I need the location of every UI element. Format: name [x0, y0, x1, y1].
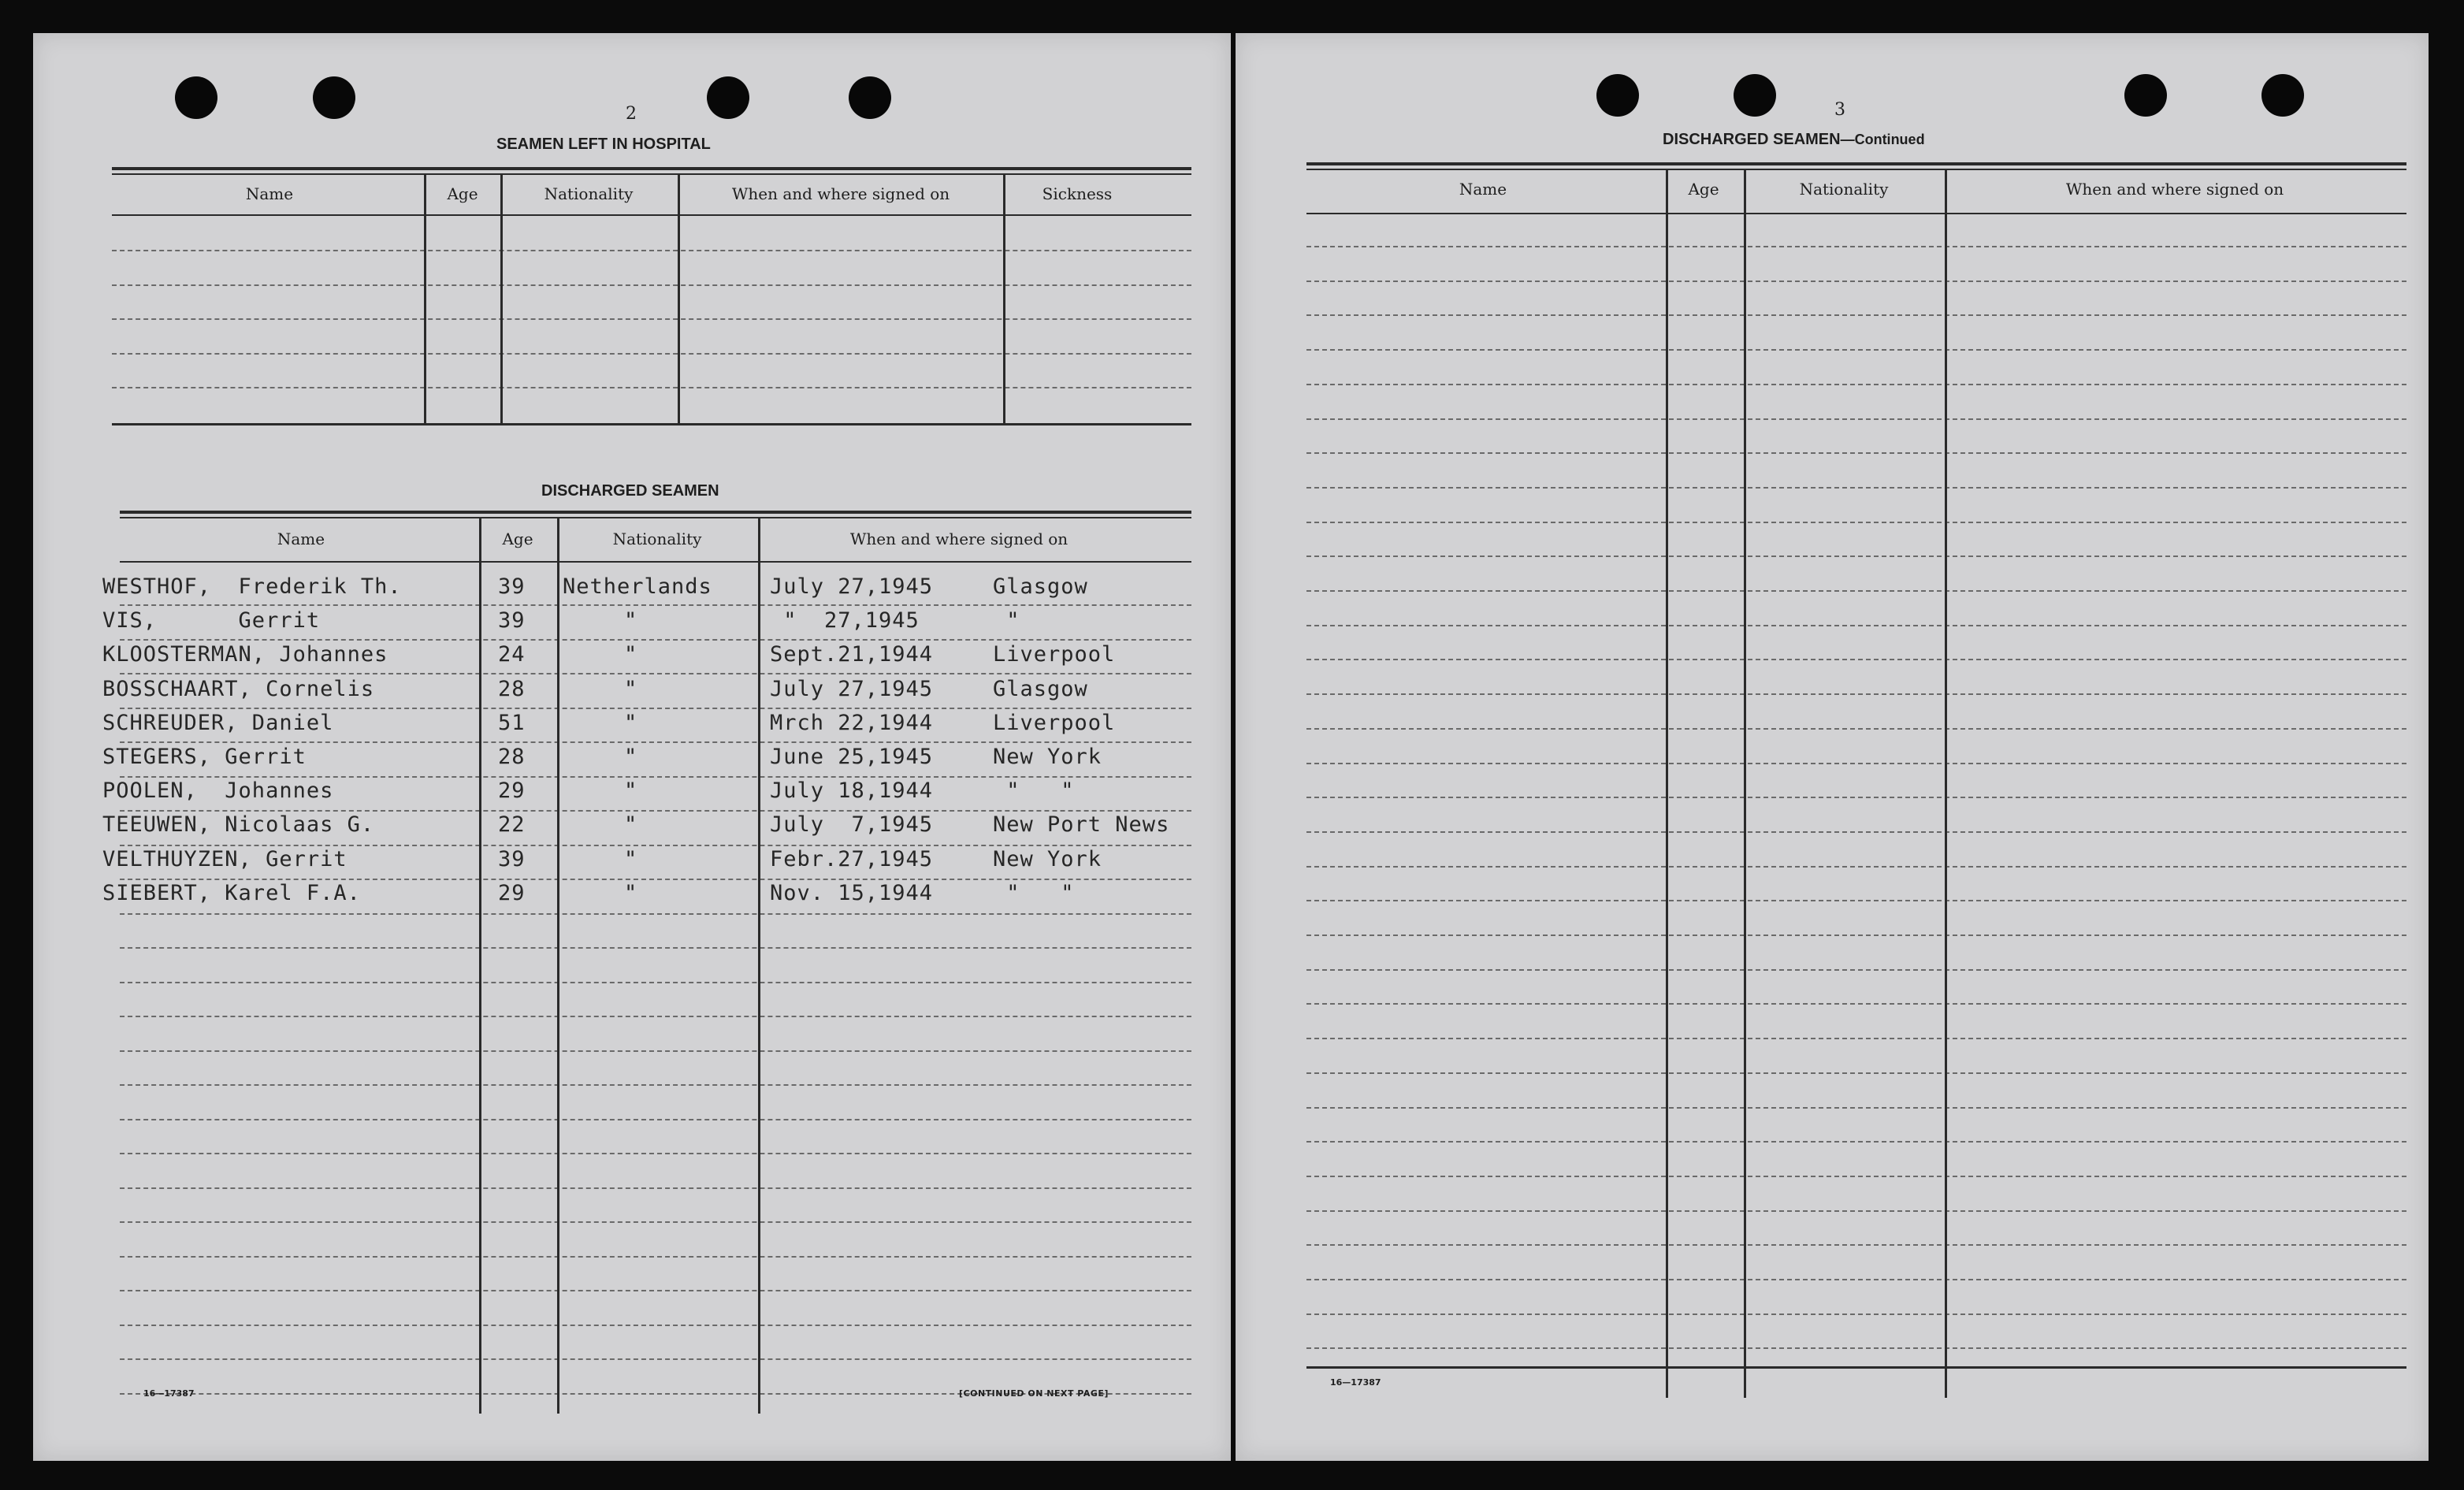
dotted-entry-line: [120, 1187, 1191, 1189]
right-col-divider: [1666, 169, 1668, 1398]
signed-on-place: ": [993, 608, 1020, 634]
signed-on-place: New York: [993, 846, 1102, 871]
dotted-entry-line: [112, 250, 1191, 251]
seaman-age: 28: [498, 745, 526, 769]
dotted-entry-line: [120, 913, 1191, 915]
punch-hole: [175, 76, 217, 119]
hospital-section-title: SEAMEN LEFT IN HOSPITAL: [496, 136, 711, 153]
dotted-entry-line: [1306, 522, 2406, 523]
dotted-entry-line: [1306, 281, 2406, 282]
dotted-entry-line: [120, 1221, 1191, 1223]
dotted-entry-line: [1306, 1314, 2406, 1315]
signed-on-date: Sept.21,1944: [770, 642, 934, 667]
punch-hole: [2261, 74, 2304, 117]
hospital-top-rule: [112, 167, 1191, 170]
dotted-entry-line: [120, 741, 1191, 743]
discharged-top-rule-thin: [120, 517, 1191, 518]
discharged-col-divider: [479, 518, 481, 1414]
dotted-entry-line: [1306, 659, 2406, 660]
seaman-nationality: ": [624, 812, 638, 838]
column-header-nationality: Nationality: [1799, 180, 1889, 199]
dotted-entry-line: [112, 284, 1191, 286]
seaman-name: BOSSCHAART, Cornelis: [102, 676, 375, 701]
right-header-rule: [1306, 213, 2406, 214]
seaman-age: 39: [498, 574, 526, 599]
column-header-name: Name: [245, 184, 294, 203]
dotted-entry-line: [1306, 314, 2406, 316]
discharged-col-divider: [557, 518, 559, 1414]
dotted-entry-line: [120, 1325, 1191, 1326]
dotted-entry-line: [1306, 590, 2406, 592]
signed-on-place: New Port News: [993, 812, 1170, 838]
dotted-entry-line: [120, 1358, 1191, 1360]
signed-on-date: Nov. 15,1944: [770, 880, 934, 905]
dotted-entry-line: [1306, 1347, 2406, 1349]
dotted-entry-line: [1306, 797, 2406, 798]
column-header-nationality: Nationality: [612, 529, 702, 548]
dotted-entry-line: [120, 1084, 1191, 1086]
dotted-entry-line: [120, 1016, 1191, 1017]
seaman-age: 28: [498, 676, 526, 701]
seaman-name: SCHREUDER, Daniel: [102, 710, 334, 735]
signed-on-date: July 18,1944: [770, 778, 934, 804]
dotted-entry-line: [1306, 763, 2406, 764]
punch-hole: [1734, 74, 1776, 117]
dotted-entry-line: [1306, 866, 2406, 868]
column-header-age: Age: [447, 184, 478, 203]
hospital-top-rule-thin: [112, 173, 1191, 175]
dotted-entry-line: [112, 353, 1191, 355]
dotted-entry-line: [1306, 625, 2406, 626]
column-header-when-and-where-signed-on: When and where signed on: [2065, 180, 2284, 199]
seaman-name: VIS, Gerrit: [102, 608, 321, 634]
seaman-age: 29: [498, 880, 526, 905]
signed-on-place: New York: [993, 745, 1102, 769]
seaman-nationality: ": [624, 710, 638, 735]
column-header-name: Name: [277, 529, 325, 548]
discharged-col-divider: [758, 518, 760, 1414]
dotted-entry-line: [120, 604, 1191, 606]
dotted-entry-line: [1306, 1003, 2406, 1005]
discharged-header-rule: [120, 561, 1191, 563]
dotted-entry-line: [120, 947, 1191, 949]
hospital-header-rule: [112, 214, 1191, 216]
seaman-name: SIEBERT, Karel F.A.: [102, 880, 361, 905]
seaman-age: 22: [498, 812, 526, 838]
signed-on-date: July 7,1945: [770, 812, 934, 838]
dotted-entry-line: [1306, 831, 2406, 833]
seaman-age: 24: [498, 642, 526, 667]
dotted-entry-line: [1306, 1072, 2406, 1074]
column-header-age: Age: [502, 529, 533, 548]
column-header-when-and-where-signed-on: When and where signed on: [849, 529, 1068, 548]
dotted-entry-line: [120, 708, 1191, 709]
punch-hole: [849, 76, 891, 119]
right-page: [1236, 33, 2429, 1461]
dotted-entry-line: [120, 1119, 1191, 1120]
seaman-name: TEEUWEN, Nicolaas G.: [102, 812, 375, 838]
continued-title-suffix: —Continued: [1840, 132, 1925, 147]
hospital-bottom-rule: [112, 423, 1191, 425]
dotted-entry-line: [1306, 1210, 2406, 1212]
dotted-entry-line: [120, 1290, 1191, 1291]
signed-on-date: Febr.27,1945: [770, 846, 934, 871]
seaman-name: KLOOSTERMAN, Johannes: [102, 642, 388, 667]
dotted-entry-line: [1306, 384, 2406, 385]
signed-on-place: " ": [993, 778, 1075, 804]
signed-on-place: " ": [993, 880, 1075, 905]
dotted-entry-line: [120, 810, 1191, 812]
page-number: 2: [626, 104, 637, 124]
signed-on-date: July 27,1945: [770, 574, 934, 599]
dotted-entry-line: [120, 879, 1191, 880]
seaman-nationality: ": [624, 778, 638, 804]
dotted-entry-line: [1306, 900, 2406, 901]
dotted-entry-line: [1306, 935, 2406, 936]
dotted-entry-line: [1306, 1176, 2406, 1177]
dotted-entry-line: [120, 845, 1191, 846]
dotted-entry-line: [1306, 1141, 2406, 1143]
column-header-sickness: Sickness: [1042, 184, 1113, 203]
seaman-nationality: ": [624, 642, 638, 667]
dotted-entry-line: [120, 673, 1191, 674]
dotted-entry-line: [1306, 418, 2406, 420]
dotted-entry-line: [1306, 1244, 2406, 1246]
dotted-entry-line: [120, 776, 1191, 778]
signed-on-date: " 27,1945: [770, 608, 920, 634]
dotted-entry-line: [112, 318, 1191, 320]
dotted-entry-line: [120, 639, 1191, 641]
seaman-nationality: ": [624, 676, 638, 701]
signed-on-place: Liverpool: [993, 710, 1116, 735]
signed-on-place: Glasgow: [993, 574, 1088, 599]
right-col-divider: [1945, 169, 1947, 1398]
dotted-entry-line: [1306, 1107, 2406, 1109]
right-bottom-rule: [1306, 1366, 2406, 1369]
punch-hole: [707, 76, 749, 119]
seaman-nationality: ": [624, 880, 638, 905]
column-header-age: Age: [1688, 180, 1719, 199]
page-number: 3: [1834, 100, 1845, 120]
seaman-age: 39: [498, 608, 526, 634]
dotted-entry-line: [1306, 246, 2406, 247]
dotted-entry-line: [1306, 487, 2406, 489]
column-header-when-and-where-signed-on: When and where signed on: [731, 184, 950, 203]
hospital-col-divider: [500, 173, 503, 423]
signed-on-date: June 25,1945: [770, 745, 934, 769]
form-number: 16—17387: [143, 1388, 195, 1399]
signed-on-date: Mrch 22,1944: [770, 710, 934, 735]
continued-title-main: DISCHARGED SEAMEN: [1663, 131, 1841, 148]
signed-on-date: July 27,1945: [770, 676, 934, 701]
dotted-entry-line: [1306, 349, 2406, 351]
dotted-entry-line: [1306, 728, 2406, 730]
dotted-entry-line: [1306, 452, 2406, 454]
seaman-nationality: ": [624, 608, 638, 634]
dotted-entry-line: [112, 387, 1191, 388]
seaman-age: 51: [498, 710, 526, 735]
hospital-col-divider: [1003, 173, 1005, 423]
right-top-rule-thin: [1306, 169, 2406, 170]
seaman-age: 29: [498, 778, 526, 804]
column-header-name: Name: [1459, 180, 1507, 199]
seaman-name: POOLEN, Johannes: [102, 778, 334, 804]
dotted-entry-line: [120, 982, 1191, 983]
punch-hole: [2124, 74, 2167, 117]
dotted-entry-line: [1306, 555, 2406, 557]
signed-on-place: Glasgow: [993, 676, 1088, 701]
seaman-name: WESTHOF, Frederik Th.: [102, 574, 402, 599]
dotted-entry-line: [1306, 693, 2406, 695]
signed-on-place: Liverpool: [993, 642, 1116, 667]
left-page: [33, 33, 1231, 1461]
seaman-name: STEGERS, Gerrit: [102, 745, 307, 769]
dotted-entry-line: [120, 1050, 1191, 1052]
hospital-col-divider: [678, 173, 680, 423]
discharged-top-rule: [120, 511, 1191, 514]
continued-section-title: [1663, 131, 1925, 149]
punch-hole: [1596, 74, 1639, 117]
seaman-nationality: ": [624, 745, 638, 769]
punch-hole: [313, 76, 355, 119]
dotted-entry-line: [120, 1153, 1191, 1154]
discharged-section-title: DISCHARGED SEAMEN: [541, 482, 719, 500]
dotted-entry-line: [1306, 969, 2406, 971]
dotted-entry-line: [1306, 1038, 2406, 1039]
seaman-nationality: ": [624, 846, 638, 871]
column-header-nationality: Nationality: [544, 184, 634, 203]
hospital-col-divider: [424, 173, 426, 423]
right-col-divider: [1744, 169, 1746, 1398]
continued-note: [CONTINUED ON NEXT PAGE]: [959, 1388, 1109, 1399]
dotted-entry-line: [1306, 1279, 2406, 1280]
seaman-name: VELTHUYZEN, Gerrit: [102, 846, 347, 871]
right-top-rule: [1306, 162, 2406, 165]
seaman-nationality: Netherlands: [563, 574, 712, 599]
dotted-entry-line: [120, 1256, 1191, 1258]
form-number: 16—17387: [1330, 1377, 1381, 1388]
seaman-age: 39: [498, 846, 526, 871]
